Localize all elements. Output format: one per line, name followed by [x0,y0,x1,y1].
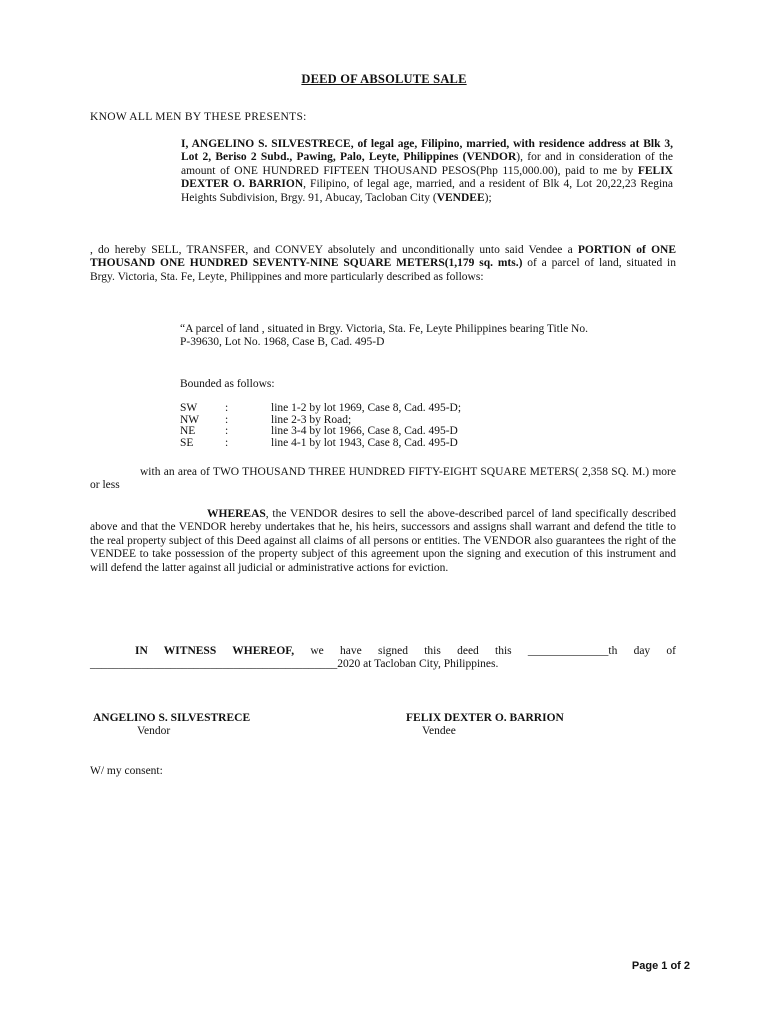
buyer-name: FELIX DEXTER O. BARRION [181,164,673,191]
party-paragraph [181,138,673,205]
area-paragraph: with an area of TWO THOUSAND THREE HUNDRED FIFTY-EIGHT SQUARE METERS( 2,358 SQ. M.) more or less [90,466,676,492]
vendor-intro: I, ANGELINO S. SILVESTRECE, of legal age, Filipino, married, with residence address at Blk 3, Lot 2, Beriso 2 Subd., Pawing, Palo, Leyte, Philippines ( [181,138,673,164]
bound-description: line 3-4 by lot 1966, Case 8, Cad. 495-D [271,425,458,437]
vendor-tag: VENDOR [466,151,517,164]
know-all-men-line: KNOW ALL MEN BY THESE PRESENTS: [90,111,307,123]
consent-line: W/ my consent: [90,765,163,777]
bound-separator: : [225,436,229,449]
bounds-row [180,438,461,450]
bound-direction: SE [180,436,194,449]
whereas-paragraph [90,508,676,575]
bounds-row [180,426,461,438]
vendee-tag: VENDEE [436,191,485,204]
bounded-label: Bounded as follows: [180,378,275,390]
convey-paragraph [90,244,676,284]
witness-text: we have signed this deed this ______________th day of ___________________________________________2020 at Tacloban City, Philippines. [90,645,676,671]
bounds-table [180,403,461,449]
bound-description: line 2-3 by Road; [271,413,352,426]
portion-text: PORTION of ONE THOUSAND ONE HUNDRED SEVENTY-NINE SQUARE METERS(1,179 sq. mts.) [90,244,676,270]
party-closing: ); [484,191,492,204]
vendor-signature-name: ANGELINO S. SILVESTRECE [93,712,251,724]
bound-description: line 4-1 by lot 1943, Case 8, Cad. 495-D [271,436,458,449]
witness-lead: IN WITNESS WHEREOF, [135,645,295,657]
whereas-text: , the VENDOR desires to sell the above-described parcel of land specifically described above and that the VENDOR hereby undertakes that he, his heirs, successors and assigns shall warrant and defend the title to the real property subject of this Deed against all claims of all persons or entities. The VENDOR also guarantees the right of the VENDEE to take possession of the property subject of this agreement upon the signing and execution of this instrument and will defend the latter against all judicial or administrative actions for eviction. [90,508,676,574]
bound-separator: : [225,425,229,437]
bound-description: line 1-2 by lot 1969, Case 8, Cad. 495-D; [271,402,462,414]
bound-direction: SW [180,402,198,414]
convey-text-2: of a parcel of land, situated in Brgy. Victoria, Sta. Fe, Leyte, Philippines and more particularly described as follows: [90,257,676,283]
vendee-signature-role: Vendee [422,725,456,737]
document-title: DEED OF ABSOLUTE SALE [301,72,467,86]
bound-separator: : [225,402,229,414]
witness-paragraph [90,645,676,672]
consideration-text: ), for and in consideration of the amount of ONE HUNDRED FIFTEEN THOUSAND PESOS(Php 115,000.00), paid to me by [181,151,673,177]
buyer-details: , Filipino, of legal age, married, and a resident of Blk 4, Lot 20,22,23 Regina Heights Subdivision, Brgy. 91, Abucay, Tacloban City ( [181,178,673,204]
whereas-lead: WHEREAS [207,508,266,520]
bound-separator: : [225,413,229,426]
land-description: “A parcel of land , situated in Brgy. Victoria, Sta. Fe, Leyte Philippines bearing Title No. P-39630, Lot No. 1968, Case B, Cad. 495-D [180,323,588,349]
vendor-signature-role: Vendor [137,725,171,737]
bound-direction: NW [180,413,200,426]
page-number: Page 1 of 2 [631,960,690,972]
bounds-row [180,403,461,415]
convey-text: , do hereby SELL, TRANSFER, and CONVEY absolutely and unconditionally unto said Vendee a [90,244,578,256]
bound-direction: NE [180,425,196,437]
vendee-signature-name: FELIX DEXTER O. BARRION [406,712,564,724]
